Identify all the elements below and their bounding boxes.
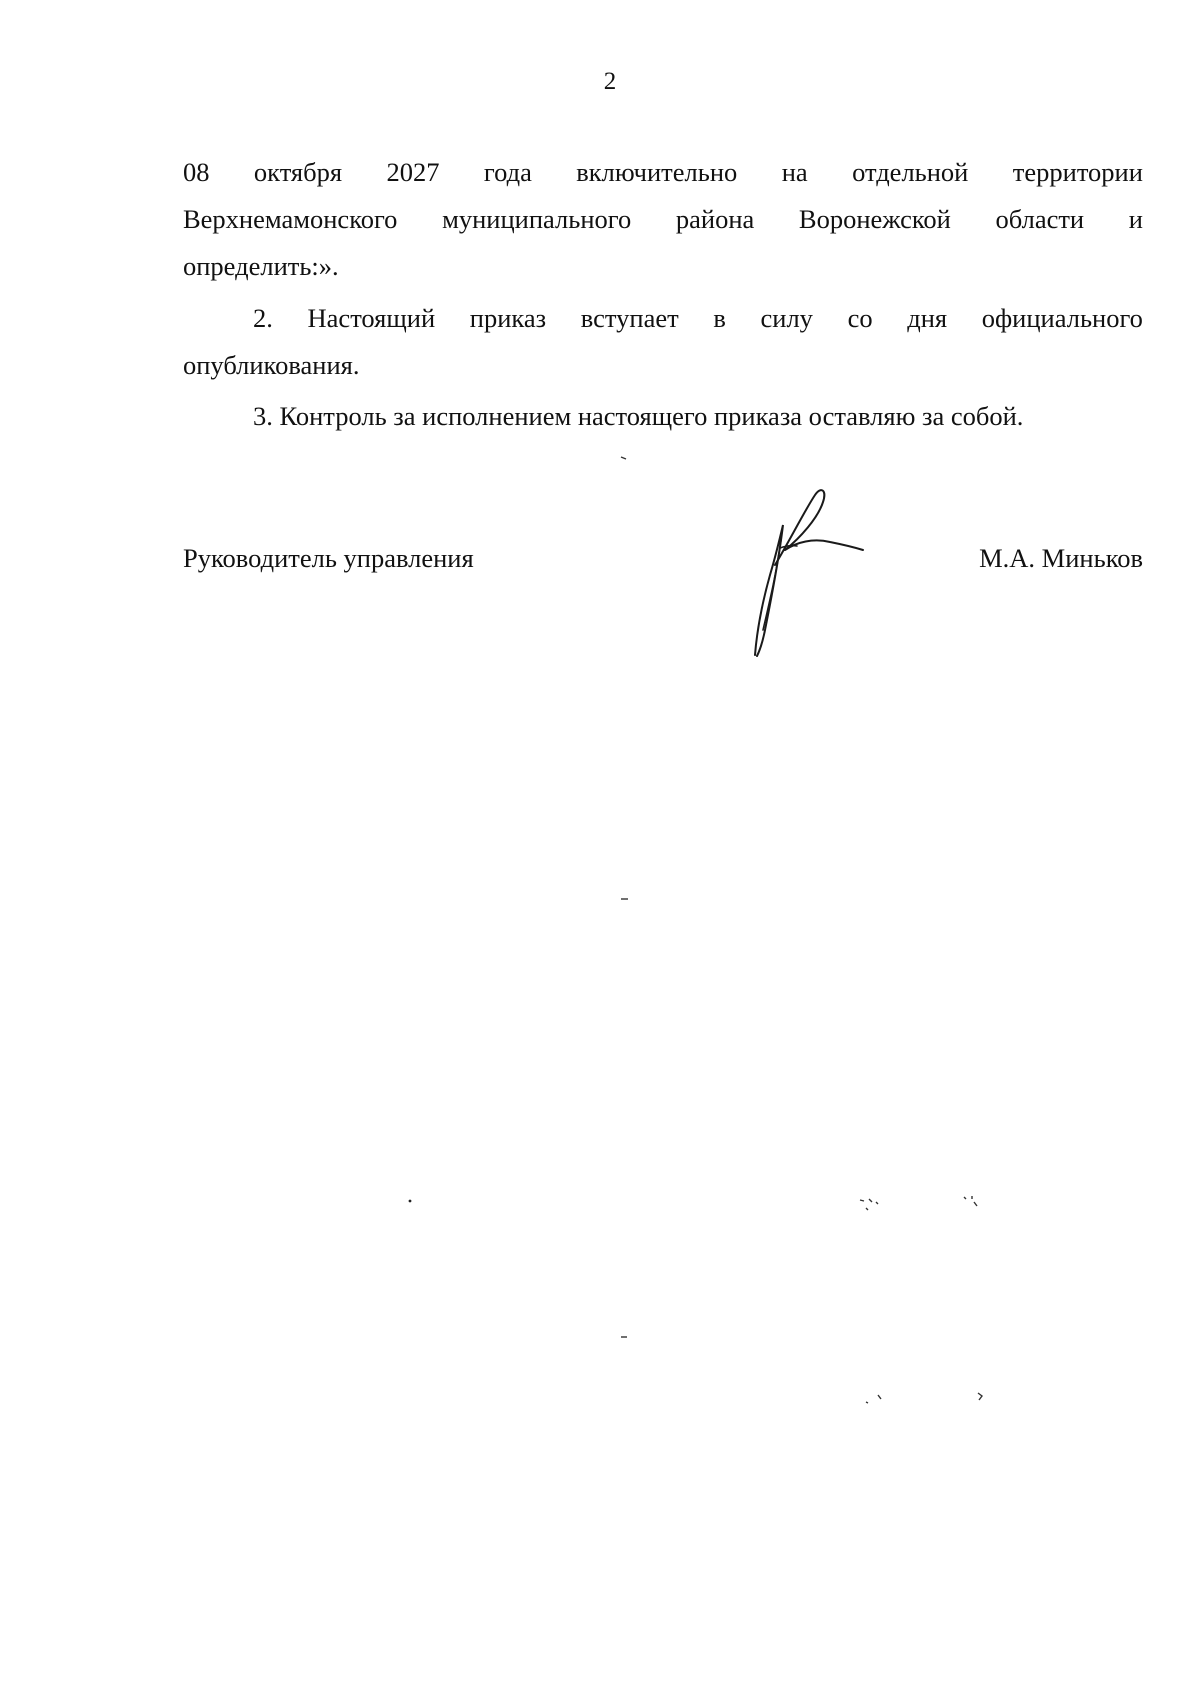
word: приказ (469, 303, 547, 333)
scan-speck (620, 1334, 630, 1340)
scan-speck (620, 455, 630, 461)
paragraph-2-line-2: опубликования. (183, 350, 360, 380)
signature-block (183, 538, 1143, 578)
paragraph-2 (183, 295, 1143, 389)
word: и (1128, 204, 1143, 234)
word: территории (1012, 157, 1143, 187)
paragraph-2-line-1 (183, 295, 1143, 342)
word: Настоящий (307, 303, 436, 333)
word: со (847, 303, 873, 333)
word: Верхнемамонского (183, 204, 398, 234)
word: дня (907, 303, 948, 333)
word: Воронежской (798, 204, 951, 234)
word: в (713, 303, 726, 333)
word: 08 (183, 157, 210, 187)
word: силу (760, 303, 813, 333)
paragraph-1-line-2 (183, 196, 1143, 243)
scan-speck (974, 1390, 990, 1408)
word: октября (253, 157, 343, 187)
signatory-name: М.А. Миньков (979, 543, 1143, 573)
word: района (675, 204, 755, 234)
word: области (995, 204, 1085, 234)
paragraph-1-line-1 (183, 149, 1143, 196)
paragraph-1 (183, 149, 1143, 290)
word: 2. (253, 303, 273, 333)
word: года (483, 157, 532, 187)
signatory-position: Руководитель управления (183, 543, 474, 573)
word: отдельной (852, 157, 969, 187)
scan-speck (858, 1196, 886, 1214)
handwritten-signature (735, 480, 875, 660)
page-number: 2 (603, 68, 617, 95)
word: официального (981, 303, 1143, 333)
word: вступает (580, 303, 679, 333)
paragraph-1-line-3: определить:». (183, 251, 339, 281)
word: муниципального (442, 204, 632, 234)
word: включительно (576, 157, 738, 187)
paragraph-3: 3. Контроль за исполнением настоящего приказа оставляю за собой. (253, 401, 1024, 431)
scan-speck (962, 1194, 984, 1212)
word: на (781, 157, 808, 187)
scan-speck (864, 1392, 892, 1408)
scan-speck (407, 1198, 413, 1204)
word: 2027 (386, 157, 440, 187)
scan-speck (620, 896, 630, 902)
